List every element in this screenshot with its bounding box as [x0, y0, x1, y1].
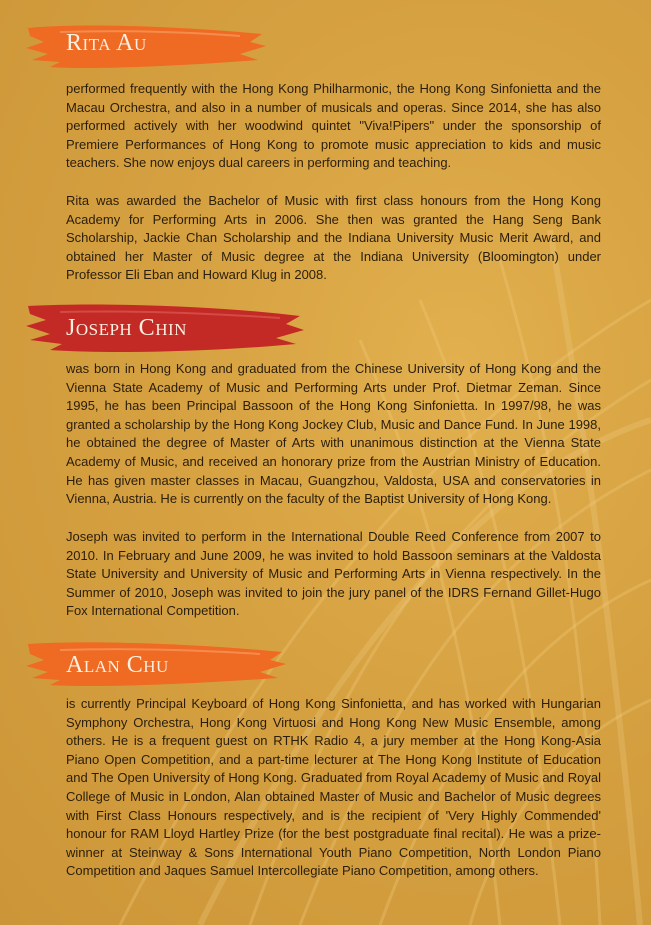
- bio-paragraph: Rita was awarded the Bachelor of Music with first class honours from the Hong Kong Academy for Performing Arts in 2006. She then was granted the Hang Seng Bank Scholarship, Jackie Chan Scholarship and the Indiana University Music Merit Award, and obtained her Master of Music degree at the Indiana University (Bloomington) under Professor Eli Eban and Howard Klug in 2008.: [66, 193, 601, 283]
- section-alan-chu: [0, 638, 651, 879]
- section-heading: [0, 20, 651, 70]
- section-joseph-chin: [0, 300, 651, 619]
- section-heading: [0, 638, 651, 688]
- bio-paragraph: Joseph was invited to perform in the International Double Reed Conference from 2007 to 2010. In February and June 2009, he was invited to hold Bassoon seminars at the Valdosta State University and University of Music and Performing Arts in Vienna respectively. In the Summer of 2010, Joseph was invited to join the jury panel of the IDRS Fernand Gillet-Hugo Fox International Competition.: [66, 529, 601, 619]
- bio-paragraph: performed frequently with the Hong Kong Philharmonic, the Hong Kong Sinfonietta and the Macau Orchestra, and also in a number of musicals and operas. Since 2014, she has also performed actively with her woodwind quintet "Viva!Pipers" under the sponsorship of Premiere Performances of Hong Kong to promote music appreciation to kids and music teachers. She now enjoys dual careers in performing and teaching.: [66, 81, 601, 171]
- bio-paragraph: is currently Principal Keyboard of Hong Kong Sinfonietta, and has worked with Hungarian Symphony Orchestra, Hong Kong Virtuosi and Hong Kong New Music Ensemble, among others. He is a frequent guest on RTHK Radio 4, a jury member at the Hong Kong-Asia Piano Open Competition, and a part-time lecturer at The Hong Kong Institute of Education and The Open University of Hong Kong. Graduated from Royal Academy of Music and Royal College of Music in London, Alan obtained Master of Music and Bachelor of Music degrees with First Class Honours respectively, and is the recipient of 'Very Highly Commended' honour for RAM Lloyd Hartley Prize (for the best postgraduate final recital). He was a prize-winner at Steinway & Sons International Youth Piano Competition, North London Piano Competition and Jaques Samuel Intercollegiate Piano Competition, among others.: [66, 696, 601, 879]
- section-heading: [0, 300, 651, 350]
- section-name: Rita Au: [66, 30, 147, 56]
- section-name: Alan Chu: [66, 652, 169, 678]
- section-name: Joseph Chin: [66, 315, 187, 341]
- bio-paragraph: was born in Hong Kong and graduated from the Chinese University of Hong Kong and the Vienna State Academy of Music and Performing Arts under Prof. Dietmar Zeman. Since 1995, he has been Principal Bassoon of the Hong Kong Sinfonietta. In 1997/98, he was granted a scholarship by the Hong Kong Jockey Club, Music and Dance Fund. In June 1998, he obtained the degree of Master of Arts with unanimous distinction at the Vienna State Academy of Music, and received an honorary prize from the Austrian Ministry of Education. He has given master classes in Macau, Guangzhou, Valdosta, USA and conservatories in Vienna, Austria. He is currently on the faculty of the Baptist University of Hong Kong.: [66, 361, 601, 507]
- section-rita-au: [0, 20, 651, 283]
